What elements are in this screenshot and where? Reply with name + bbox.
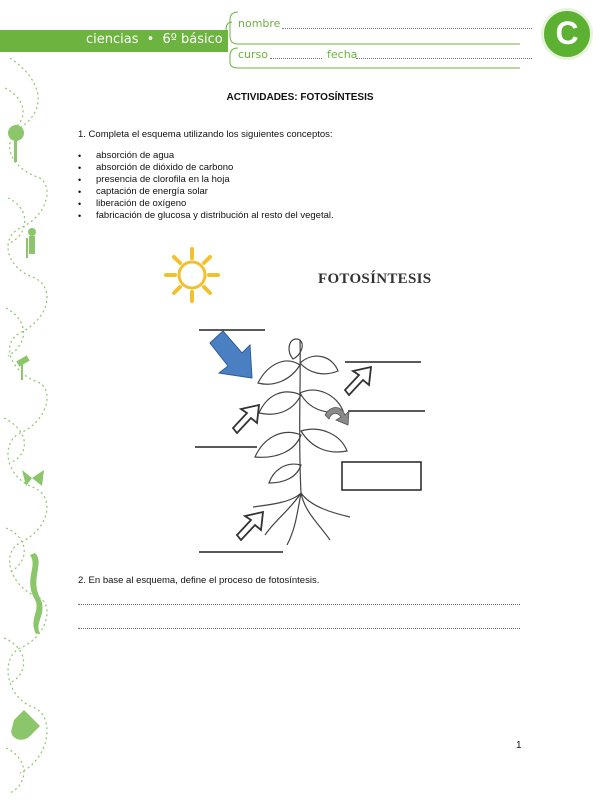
question-1: 1. Completa el esquema utilizando los siguientes conceptos: bbox=[78, 129, 333, 140]
water-arrow bbox=[237, 512, 263, 540]
concept-item: • liberación de oxígeno bbox=[78, 198, 334, 210]
worksheet-title: ACTIVIDADES: FOTOSÍNTESIS bbox=[226, 92, 374, 103]
concept-list bbox=[78, 150, 334, 222]
name-field[interactable] bbox=[282, 28, 532, 29]
level-badge: C bbox=[541, 8, 593, 60]
question-2: 2. En base al esquema, define el proceso de fotosíntesis. bbox=[78, 575, 320, 586]
subject-label: ciencias bbox=[86, 32, 139, 47]
page-number: 1 bbox=[516, 740, 522, 751]
date-label: fecha bbox=[327, 48, 358, 61]
photosynthesis-diagram bbox=[155, 245, 445, 565]
concept-item: • absorción de agua bbox=[78, 150, 334, 162]
plant-illustration bbox=[253, 339, 350, 545]
concept-item: • fabricación de glucosa y distribución al resto del vegetal. bbox=[78, 210, 334, 222]
oxygen-arrow bbox=[345, 367, 371, 395]
answer-line[interactable] bbox=[78, 628, 520, 629]
answer-line[interactable] bbox=[78, 604, 520, 605]
date-field[interactable] bbox=[356, 58, 532, 59]
co2-arrow bbox=[233, 405, 259, 433]
decorative-border bbox=[0, 58, 60, 800]
name-label: nombre bbox=[238, 17, 281, 30]
concept-item: • presencia de clorofila en la hoja bbox=[78, 174, 334, 186]
lizard-icon bbox=[30, 553, 43, 634]
diagram-title: FOTOSÍNTESIS bbox=[318, 271, 432, 287]
header-frame bbox=[0, 0, 600, 75]
glucose-arrow bbox=[325, 408, 349, 426]
flower-icon bbox=[8, 125, 24, 141]
grade-label: 6º básico bbox=[162, 32, 223, 47]
course-label: curso bbox=[238, 48, 269, 61]
course-field[interactable] bbox=[270, 58, 322, 59]
separator-dot: • bbox=[146, 32, 155, 47]
flask-icon bbox=[11, 710, 40, 740]
sunlight-arrow bbox=[210, 331, 252, 378]
sun-icon bbox=[166, 249, 218, 301]
concept-item: • captación de energía solar bbox=[78, 186, 334, 198]
answer-box bbox=[342, 462, 421, 490]
person-icon bbox=[28, 228, 36, 236]
concept-item: • absorción de dióxido de carbono bbox=[78, 162, 334, 174]
